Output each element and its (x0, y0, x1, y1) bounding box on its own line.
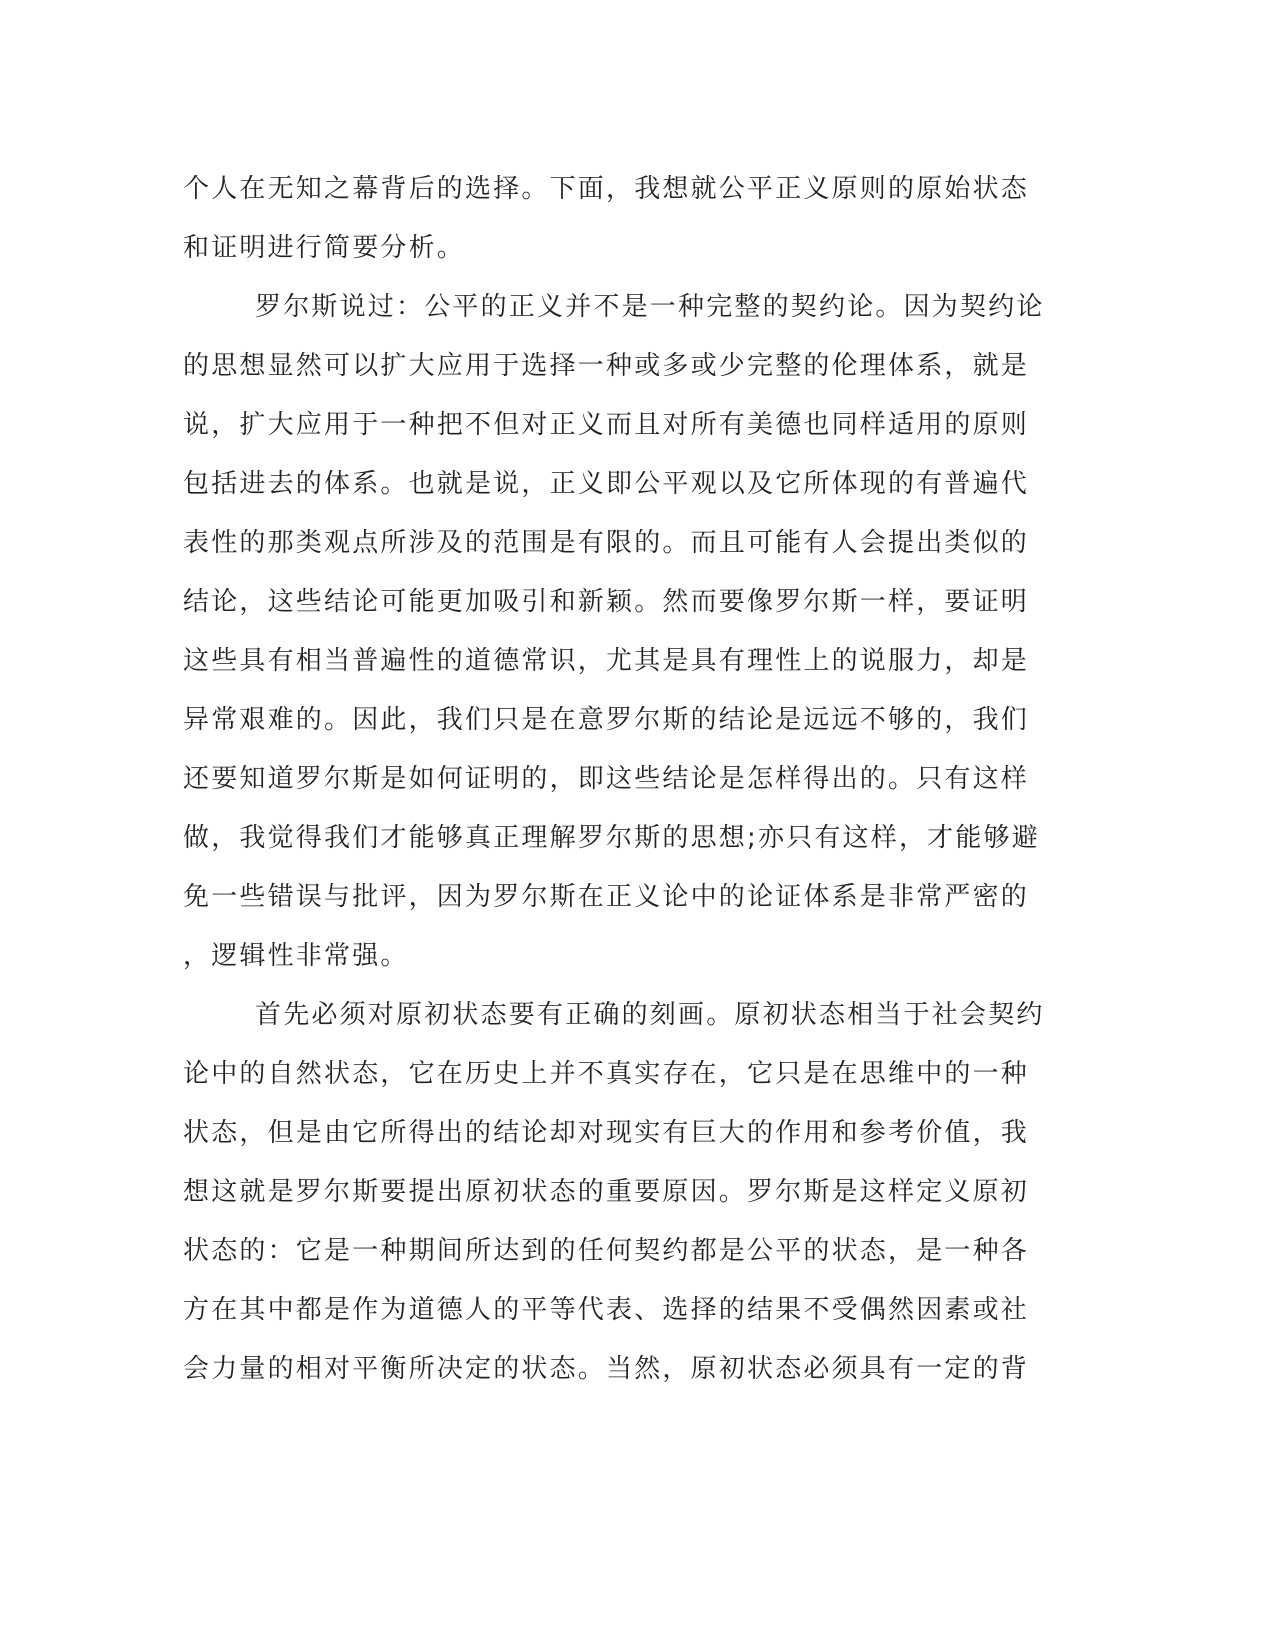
text-line: 包括进去的体系。也就是说，正义即公平观以及它所体现的有普遍代 (183, 469, 1030, 499)
text-line: 还要知道罗尔斯是如何证明的，即这些结论是怎样得出的。只有这样 (183, 764, 1030, 794)
text-line: 和证明进行简要分析。 (183, 233, 466, 263)
text-line: 状态的：它是一种期间所达到的任何契约都是公平的状态，是一种各 (183, 1236, 1030, 1266)
text-line: 方在其中都是作为道德人的平等代表、选择的结果不受偶然因素或社 (183, 1295, 1030, 1325)
paragraph-1 (183, 160, 1083, 278)
text-line: 表性的那类观点所涉及的范围是有限的。而且可能有人会提出类似的 (183, 528, 1030, 558)
text-line: 的思想显然可以扩大应用于选择一种或多或少完整的伦理体系，就是 (183, 351, 1030, 381)
text-line: 异常艰难的。因此，我们只是在意罗尔斯的结论是远远不够的，我们 (183, 705, 1030, 735)
text-line: 论中的自然状态，它在历史上并不真实存在，它只是在思维中的一种 (183, 1059, 1030, 1089)
body-text (183, 160, 1083, 1399)
paragraph-3 (183, 986, 1083, 1399)
text-line: ，逻辑性非常强。 (183, 941, 409, 971)
text-line: 会力量的相对平衡所决定的状态。当然，原初状态必须具有一定的背 (183, 1354, 1030, 1384)
text-line: 个人在无知之幕背后的选择。下面，我想就公平正义原则的原始状态 (183, 174, 1030, 204)
text-line: 说，扩大应用于一种把不但对正义而且对所有美德也同样适用的原则 (183, 410, 1030, 440)
text-line: 免一些错误与批评，因为罗尔斯在正义论中的论证体系是非常严密的 (183, 882, 1030, 912)
text-line: 结论，这些结论可能更加吸引和新颖。然而要像罗尔斯一样，要证明 (183, 587, 1030, 617)
text-line: 罗尔斯说过：公平的正义并不是一种完整的契约论。因为契约论 (255, 292, 1045, 322)
text-line: 状态，但是由它所得出的结论却对现实有巨大的作用和参考价值，我 (183, 1118, 1030, 1148)
paragraph-2 (183, 278, 1083, 986)
text-line: 做，我觉得我们才能够真正理解罗尔斯的思想;亦只有这样，才能够避 (183, 823, 1040, 853)
text-line: 想这就是罗尔斯要提出原初状态的重要原因。罗尔斯是这样定义原初 (183, 1177, 1030, 1207)
text-line: 首先必须对原初状态要有正确的刻画。原初状态相当于社会契约 (255, 1000, 1045, 1030)
text-line: 这些具有相当普遍性的道德常识，尤其是具有理性上的说服力，却是 (183, 646, 1030, 676)
